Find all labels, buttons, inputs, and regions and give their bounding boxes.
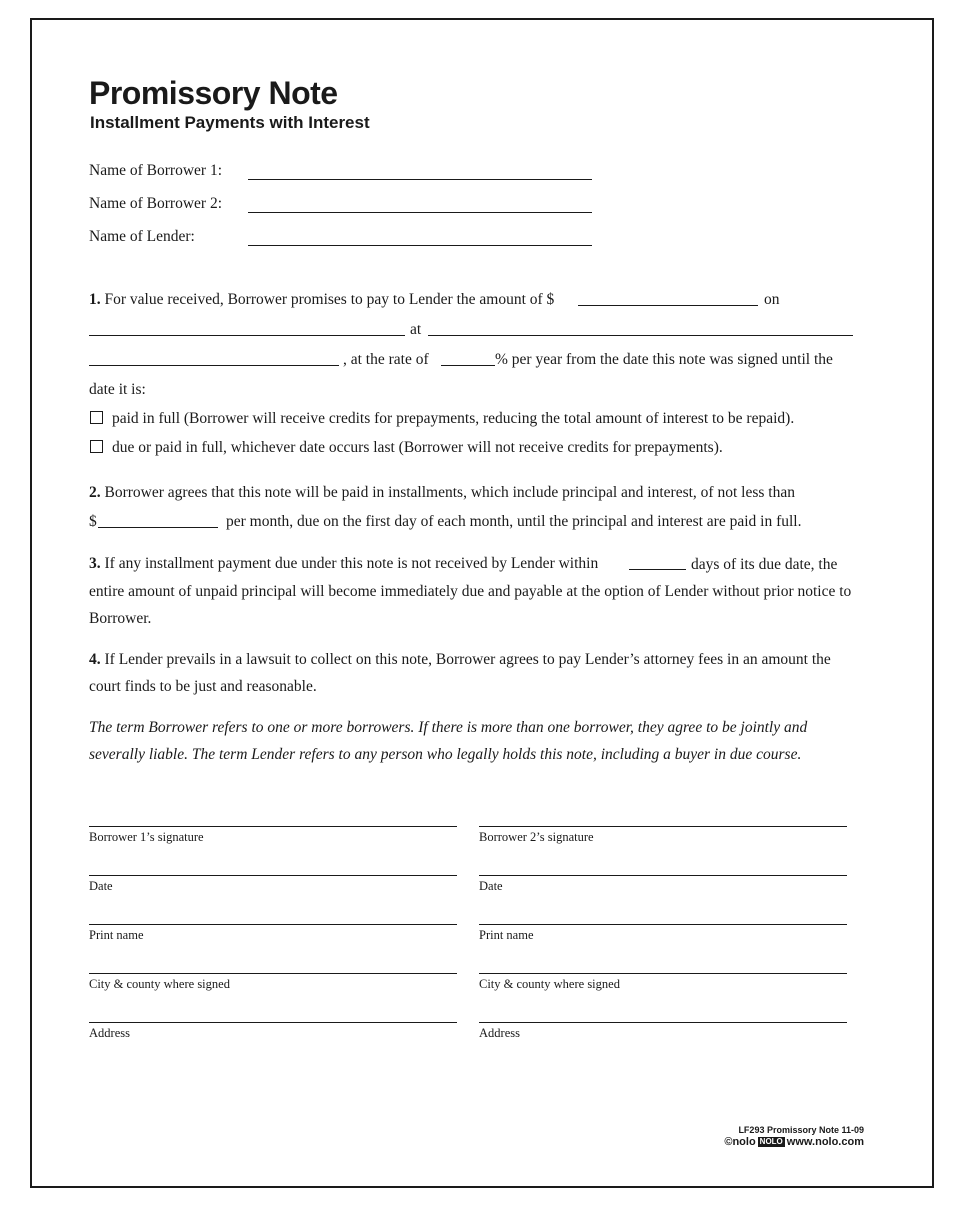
- lender-name-label: Name of Lender:: [89, 228, 195, 245]
- payment-location-field-2[interactable]: [89, 365, 339, 366]
- lender-name-field[interactable]: [248, 245, 592, 246]
- form-code: LF293 Promissory Note 11-09: [738, 1125, 864, 1135]
- paid-in-full-checkbox[interactable]: [90, 411, 103, 424]
- clause3-text-b: days of its due date, the entire amount of unpaid principal will become immediately due and payable at the option of Lender without prior notice to Borrower.: [89, 556, 852, 627]
- borrower1-print-name-line[interactable]: [89, 924, 457, 925]
- clause2-text-b: per month, due on the first day of each month, until the principal and interest are paid in full.: [226, 513, 802, 530]
- clause1-at-text: at: [410, 321, 422, 338]
- nolo-logo: NOLO: [759, 1137, 783, 1146]
- borrower2-city-line[interactable]: [479, 973, 847, 974]
- borrower2-date-line[interactable]: [479, 875, 847, 876]
- borrower1-name-label: Name of Borrower 1:: [89, 162, 222, 179]
- clause3-number: 3.: [89, 555, 101, 572]
- clause2-line1: [89, 483, 795, 503]
- option-paid-in-full: [90, 409, 794, 429]
- due-or-paid-checkbox[interactable]: [90, 440, 103, 453]
- borrower2-print-name-line[interactable]: [479, 924, 847, 925]
- borrower2-name-row: [89, 195, 609, 219]
- borrower2-signature-label: Borrower 2’s signature: [479, 830, 594, 844]
- option1-label: paid in full (Borrower will receive credits for prepayments, reducing the total amount of interest to be repaid).: [112, 410, 795, 427]
- interest-rate-field[interactable]: [441, 365, 495, 366]
- borrower2-city-label: City & county where signed: [479, 977, 620, 991]
- clause4-text: If Lender prevails in a lawsuit to collect on this note, Borrower agrees to pay Lender’s attorney fees in an amount the court finds to be just and reasonable.: [89, 651, 831, 695]
- footer-brand: [724, 1136, 864, 1149]
- principal-amount-field[interactable]: [578, 305, 758, 306]
- clause1-text-a: For value received, Borrower promises to pay to Lender the amount of $: [104, 291, 555, 308]
- clause2-text-a: Borrower agrees that this note will be paid in installments, which include principal and interest, of not less than: [104, 484, 795, 501]
- borrower1-address-label: Address: [89, 1026, 130, 1040]
- copyright-text: ©nolo: [724, 1136, 756, 1148]
- clause1-date-text: date it is:: [89, 381, 146, 398]
- borrower2-name-label: Name of Borrower 2:: [89, 195, 222, 212]
- borrower1-date-line[interactable]: [89, 875, 457, 876]
- document-subtitle: Installment Payments with Interest: [90, 113, 370, 132]
- monthly-payment-field[interactable]: [98, 527, 218, 528]
- document-title: Promissory Note: [89, 75, 338, 111]
- borrower1-name-row: [89, 162, 609, 186]
- clause1-line1: [89, 290, 554, 310]
- option2-label: due or paid in full, whichever date occurs last (Borrower will not receive credits for prepayments).: [112, 439, 723, 456]
- borrower1-city-label: City & county where signed: [89, 977, 230, 991]
- borrower2-date-label: Date: [479, 879, 503, 893]
- borrower1-city-line[interactable]: [89, 973, 457, 974]
- borrower2-name-field[interactable]: [248, 212, 592, 213]
- clause2-number: 2.: [89, 484, 101, 501]
- borrower1-name-field[interactable]: [248, 179, 592, 180]
- website-link: www.nolo.com: [786, 1136, 864, 1148]
- borrower2-print-name-label: Print name: [479, 928, 534, 942]
- borrower1-signature-label: Borrower 1’s signature: [89, 830, 204, 844]
- clause1-number: 1.: [89, 291, 101, 308]
- borrower2-signature-line[interactable]: [479, 826, 847, 827]
- clause4-paragraph: [89, 646, 857, 700]
- payment-date-field[interactable]: [89, 335, 405, 336]
- borrower1-print-name-label: Print name: [89, 928, 144, 942]
- payment-location-field-1[interactable]: [428, 335, 853, 336]
- borrower2-address-line[interactable]: [479, 1022, 847, 1023]
- clause4-number: 4.: [89, 651, 101, 668]
- borrower1-address-line[interactable]: [89, 1022, 457, 1023]
- clause1-on-text: on: [764, 291, 780, 308]
- option-due-or-paid: [90, 438, 723, 458]
- borrower1-date-label: Date: [89, 879, 113, 893]
- definitions-paragraph: The term Borrower refers to one or more borrowers. If there is more than one borrower, they agree to be jointly and severally liable. The term Lender refers to any person who legally holds this note, including a buyer in due course.: [89, 719, 808, 763]
- borrower2-address-label: Address: [479, 1026, 520, 1040]
- clause3-text-a: If any installment payment due under this note is not received by Lender within: [104, 555, 599, 572]
- clause1-percent-text: % per year from the date this note was signed until the: [495, 351, 833, 368]
- lender-name-row: [89, 228, 609, 252]
- borrower1-signature-line[interactable]: [89, 826, 457, 827]
- clause1-rate-text: , at the rate of: [343, 351, 429, 368]
- clause2-dollar: $: [89, 513, 97, 530]
